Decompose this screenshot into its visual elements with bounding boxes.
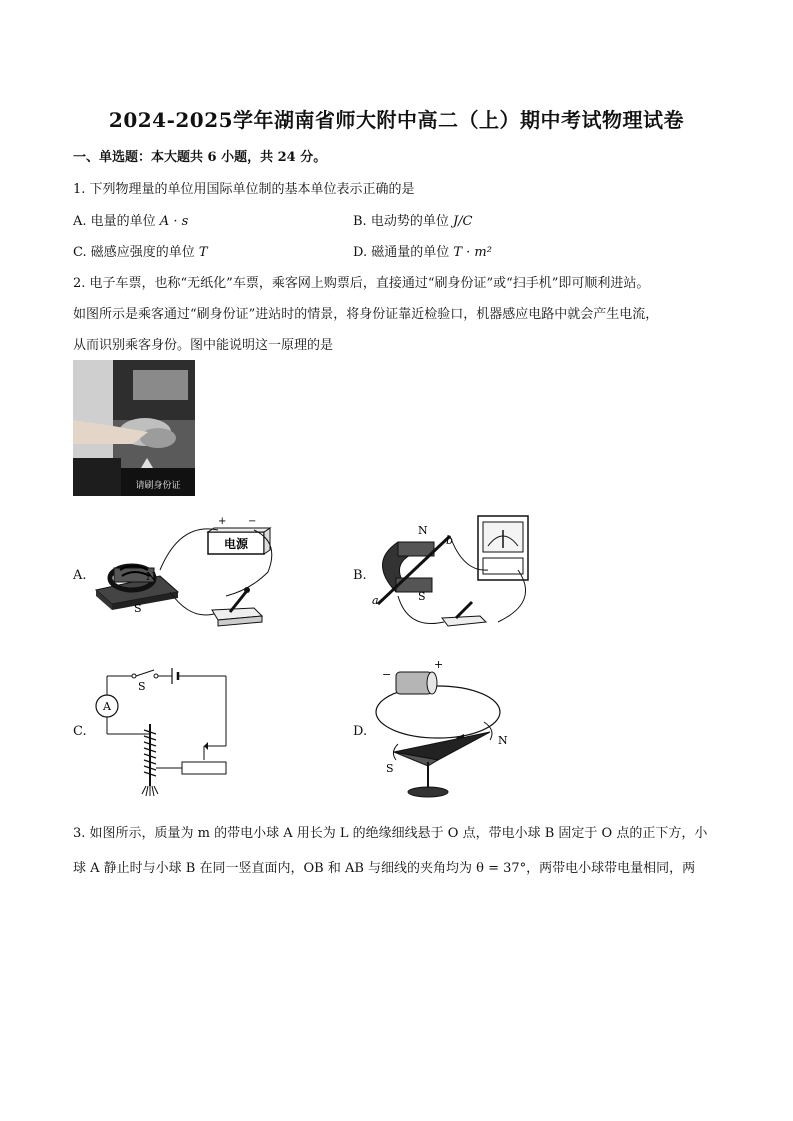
question-2-line-1: 2. 电子车票，也称“无纸化”车票，乘客网上购票后，直接通过“刷身份证”或“扫手机”即可顺利进站。	[73, 276, 650, 291]
question-1-option-c	[73, 241, 208, 260]
fig-a-s-label: S	[134, 602, 142, 615]
fig-a-minus: −	[248, 516, 257, 527]
ammeter-label: A	[103, 700, 111, 713]
page-title: 2024-2025学年湖南省师大附中高二（上）期中考试物理试卷	[108, 108, 685, 132]
figure-c-ammeter-coil-circuit	[92, 666, 242, 798]
option-text: A. 电量的单位	[73, 214, 160, 229]
fig-a-n-label: N	[146, 570, 156, 583]
question-2-line-3: 从而识别乘客身份。图中能说明这一原理的是	[73, 338, 334, 353]
id-card-gate-photo	[73, 360, 195, 496]
figure-b-galvanometer-circuit	[368, 512, 543, 632]
fig-d-n-label: N	[498, 734, 508, 747]
question-1-option-d	[353, 241, 492, 260]
power-supply-label: 电源	[223, 537, 249, 551]
option-unit: J/C	[452, 214, 473, 229]
question-3-line-1: 3. 如图所示，质量为 m 的带电小球 A 用长为 L 的绝缘细线悬于 O 点，带电小球 B 固定于 O 点的正下方，小	[73, 826, 708, 841]
fig-d-minus: −	[382, 668, 392, 681]
fig-b-n-label: N	[418, 524, 428, 537]
option-text: D. 磁通量的单位	[353, 245, 454, 260]
figure-option-d-label: D.	[353, 724, 368, 739]
fig-b-b-label: b	[446, 534, 454, 547]
figure-option-b-label: B.	[353, 568, 367, 583]
option-text: B. 电动势的单位	[353, 214, 453, 229]
question-2-line-2: 如图所示是乘客通过“刷身份证”进站时的情景，将身份证靠近检验口，机器感应电路中就会产生电流，	[73, 307, 659, 322]
figure-a-electromagnet-circuit	[90, 512, 280, 632]
option-unit: T	[198, 245, 208, 260]
option-text: C. 磁感应强度的单位	[73, 245, 199, 260]
section-heading: 一、单选题：本大题共 6 小题，共 24 分。	[73, 150, 327, 165]
question-1-stem: 1. 下列物理量的单位用国际单位制的基本单位表示正确的是	[73, 182, 415, 197]
figure-d-compass-current-loop	[372, 660, 522, 802]
fig-b-s-label: S	[418, 590, 426, 603]
figure-option-c-label: C.	[73, 724, 87, 739]
figure-option-a-label: A.	[73, 568, 87, 583]
question-1-option-a	[73, 210, 188, 229]
question-1-option-b	[353, 210, 473, 229]
option-unit: A · s	[159, 214, 189, 229]
fig-d-plus: +	[434, 660, 444, 671]
switch-label: S	[138, 680, 146, 693]
fig-b-a-label: a	[372, 594, 379, 607]
question-3-line-2: 球 A 静止时与小球 B 在同一竖直面内，OB 和 AB 与细线的夹角均为 θ = 37°，两带电小球带电量相同，两	[73, 861, 696, 876]
photo-sign-text: 请刷身份证	[135, 481, 181, 491]
fig-d-s-label: S	[386, 762, 394, 775]
option-unit: T · m²	[453, 245, 492, 260]
fig-a-plus: +	[218, 516, 227, 527]
